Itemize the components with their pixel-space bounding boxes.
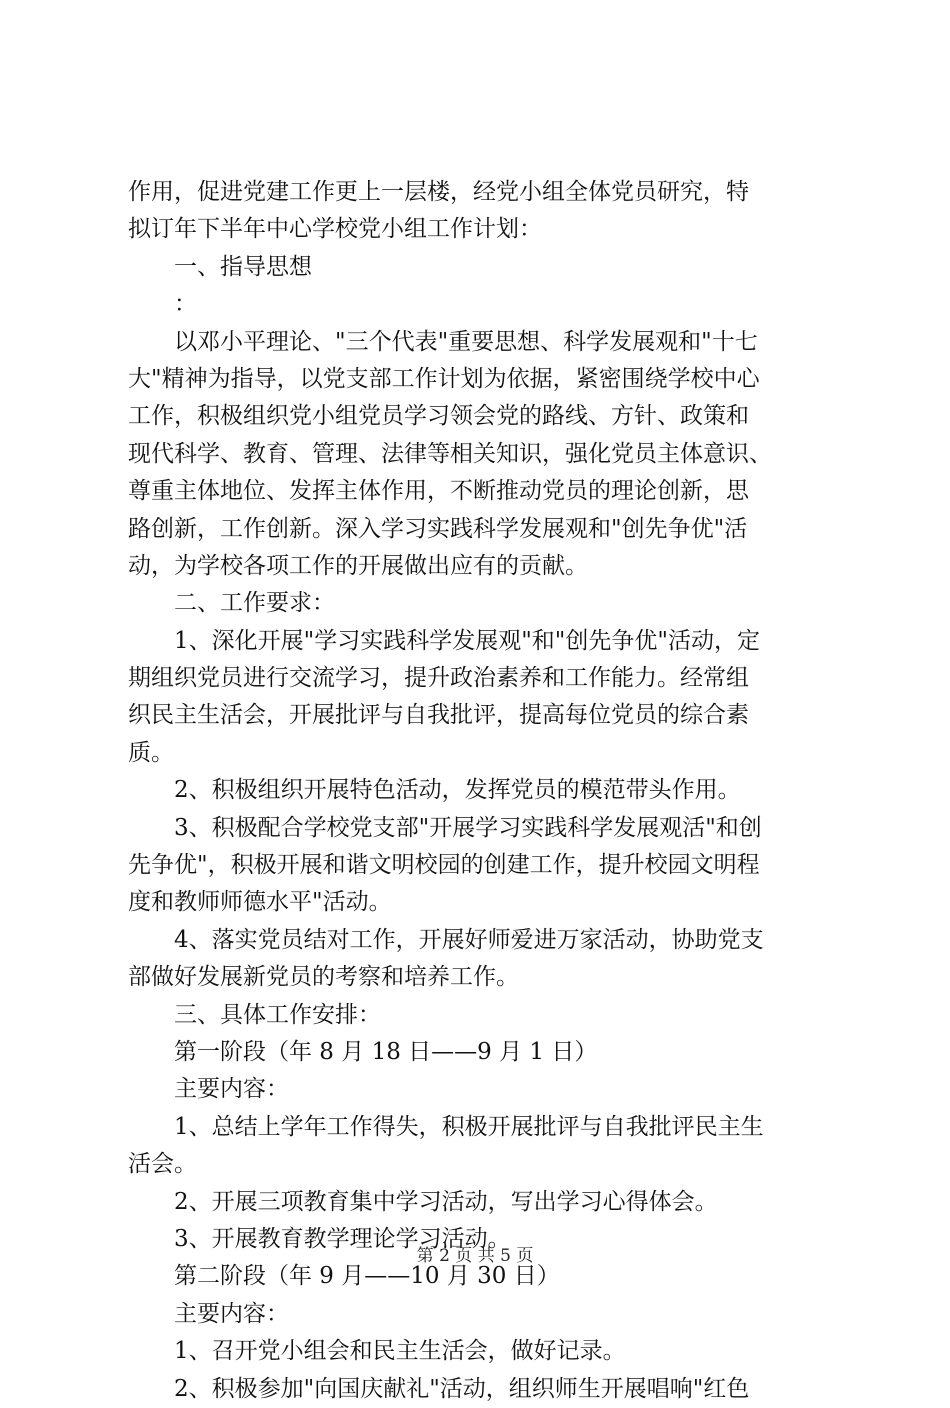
text-line: 尊重主体地位、发挥主体作用，不断推动党员的理论创新，思	[128, 478, 749, 505]
text-line: 2、开展三项教育集中学习活动，写出学习心得体会。	[128, 1188, 718, 1215]
text-line: 工作，积极组织党小组党员学习领会党的路线、方针、政策和	[128, 403, 749, 430]
text-line: 一、指导思想	[128, 253, 312, 280]
text-line: 三、具体工作安排：	[128, 1001, 381, 1028]
text-line: 先争优"，积极开展和谐文明校园的创建工作，提升校园文明程	[128, 852, 760, 879]
text-line: 3、积极配合学校党支部"开展学习实践科学发展观活"和创	[128, 814, 762, 841]
text-line: 1、深化开展"学习实践科学发展观"和"创先争优"活动，定	[128, 627, 760, 654]
text-line: 二、工作要求：	[128, 590, 335, 617]
text-line: 质。	[128, 739, 174, 766]
text-line: 2、积极参加"向国庆献礼"活动，组织师生开展唱响"红色	[128, 1375, 750, 1402]
text-line: 度和教师师德水平"活动。	[128, 889, 392, 916]
document-body	[128, 174, 830, 1408]
text-line: 拟订年下半年中心学校党小组工作计划：	[128, 216, 542, 243]
text-line: 3、开展教育教学理论学习活动。	[128, 1225, 511, 1252]
text-line: 现代科学、教育、管理、法律等相关知识，强化党员主体意识、	[128, 440, 772, 467]
page-footer: 第 2 页 共 5 页	[416, 1246, 534, 1266]
text-line: 织民主生活会，开展批评与自我批评，提高每位党员的综合素	[128, 702, 749, 729]
text-line: 主要内容：	[128, 1300, 289, 1327]
text-line: 部做好发展新党员的考察和培养工作。	[128, 964, 519, 991]
text-line: 以邓小平理论、"三个代表"重要思想、科学发展观和"十七	[128, 328, 758, 355]
text-line: 活会。	[128, 1151, 197, 1178]
text-line: 4、落实党员结对工作，开展好师爱进万家活动，协助党支	[128, 926, 764, 953]
text-line: 1、总结上学年工作得失，积极开展批评与自我批评民主生	[128, 1113, 764, 1140]
text-line: 第一阶段（年 8 月 18 日——9 月 1 日）	[128, 1038, 598, 1065]
text-line: 动，为学校各项工作的开展做出应有的贡献。	[128, 552, 588, 579]
text-line: ：	[128, 291, 197, 318]
text-line: 第二阶段（年 9 月——10 月 30 日）	[128, 1263, 560, 1290]
text-line: 期组织党员进行交流学习，提升政治素养和工作能力。经常组	[128, 665, 749, 692]
text-line: 大"精神为指导，以党支部工作计划为依据，紧密围绕学校中心	[128, 365, 760, 392]
text-line: 2、积极组织开展特色活动，发挥党员的模范带头作用。	[128, 777, 741, 804]
text-line: 主要内容：	[128, 1076, 289, 1103]
text-line: 1、召开党小组会和民主生活会，做好记录。	[128, 1338, 626, 1365]
text-line: 作用，促进党建工作更上一层楼，经党小组全体党员研究，特	[128, 179, 749, 205]
text-line: 路创新，工作创新。深入学习实践科学发展观和"创先争优"活	[128, 515, 748, 542]
